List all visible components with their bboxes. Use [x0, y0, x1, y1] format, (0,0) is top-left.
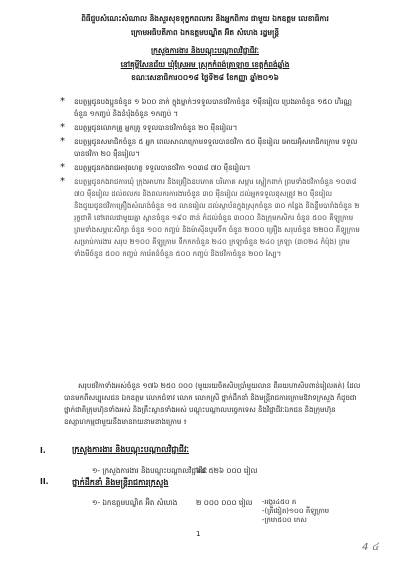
section-2-number: II. — [40, 477, 49, 486]
bullet-item — [60, 96, 360, 120]
asterisk-icon: * — [60, 122, 65, 133]
section-1-item-amount: ៦៨ ៥២៦ ០០០ រៀល — [196, 466, 258, 475]
bullet-text: ឧបត្ថម្ភជូនសមាជិកចំនួន ៥ អ្នក ពេលសាលាក្រោមទទួលបានថវិកា ៥០ ម៉ឺនរៀល អោយអ៊ុំសមាជិកក្រោម ទទួលបានថវិកា ២០ ម៉ឺនរៀល។ — [74, 138, 358, 158]
bullet-item — [60, 162, 360, 174]
asterisk-icon: * — [60, 162, 65, 173]
bullet-item — [60, 136, 360, 160]
section-1-item-label: ១- ក្រសួងការងារ និងបណ្តុះបណ្តាលវិជ្ជាជីវៈ — [92, 466, 208, 475]
header-line-5: ខណៈសេនាធិការ០០១៨ ថ្ងៃទី២៨ ខែកញ្ញា ឆ្នាំ២០១៦ — [131, 73, 279, 82]
asterisk-icon: * — [60, 176, 65, 187]
bullet-item — [60, 176, 360, 260]
section-1-number: I. — [40, 446, 46, 455]
header-line-4: នៅគុម្ពីសែនជ័យ ឃុំស្រែអម ស្រុកកំពង់ត្រាឡាច ខេត្តកំពង់ឆ្នាំង — [120, 60, 290, 69]
margin-handwritten-mark: 4 ៤ — [362, 542, 379, 553]
header-line-3: ក្រសួងការងារ និងបណ្តុះបណ្តាលវិជ្ជាជីវៈ — [150, 46, 260, 55]
bullet-text: ឧបត្ថម្ភជូនកងរាជអាវុធហត្ថ ទទួលបានថវិកា ១០៣៨ ៧០ ម៉ឺនរៀល។ — [74, 164, 251, 172]
section-2-title: ថ្នាក់ដឹកនាំ និងមន្ត្រីរាជការក្រសួង — [72, 478, 169, 487]
note-line: -ក្រមា៥០០ កេស — [262, 516, 307, 524]
summary-paragraph: សរុបថវិកាទាំងអស់ចំនួន ១៧៦ ២៥០ ០០០ (មួយរយចិតសិបប្រាំមួយលាន ពីររយហាសិបពាន់រៀលគត់) ដែលបានមកពីសប្បុរសជន ឯកឧត្តម លោកជំទាវ លោក លោកស្រី ថ្នាក់ដឹកនាំ និងមន្ត្រីរាជការក្រោមឱវាទក្រសួង ក៏ដូចជាថ្នាក់ជាតិក្រុមហ៊ុនទាំងអស់ និងគ្រឹះស្ថានទាំងអស់ បណ្តុះបណ្តាលបច្ចេកទេស និងវិជ្ជាជីវៈឯកជន និងក្រុមហ៊ុនឧស្សាហកម្មជាមួយនឹងមានរាយនាមខាងក្រោម ៖ — [64, 382, 361, 426]
page-number: 1 — [196, 530, 201, 538]
bullet-text: ឧបត្ថម្ភជូនកងរាជការឃុំ ក្រុងអាហារ និងគ្រឿងឧបភោគ បរិភោគ សម្ភារ ស្លៀកពាក់ ព្រមទាំងថវិកាចំនួន ១០៣៨ ៧០ ម៉ឺនរៀល ដល់ពលករ និងពលករការងារចំនួន ៣០ ម៉ឺនរៀល ដល់អ្នកទទួលខុសត្រូវ ២០ ម៉ឺនរៀល និងជួយជូនថវិកាគ្រឿងសំណង់ចំនួន ១៥ លានរៀល ដល់ស្ថាប័នក្នុងស្រុកចំនួន ៣០ កន្លែង និងខ្ទឹមបារាំងចំនួន ២ រុក្ខជាតិ នៅពេលជាមួយគ្នា ស្ពានចំនួន ១៩០ ពាន់ កំដល់ចំនួន ៣០០០ និងក្រុមកសិករ ចំនួន ៥០០ គីឡូក្រាម ព្រមទាំងសម្ភារៈសិក្សា ចំនួន ១០០ កញ្ចប់ និងម៉ាស៊ីនបូមទឹក ចំនួន ២០០០ គ្រឿង សរុបចំនួន ២២០០ គីឡូក្រាម សម្រាប់ការងារ សរុប ២១០០ គីឡូក្រាម ទឹកកកចំនួន ២៤០ ក្រឡាចំនួន ២៤០ ក្រឡា (៣០២៤ កំប៉ុង) ព្រមទាំងមីចំនួន ៥០០ កញ្ចប់ ការ៉េតនំចំនួន ៥០០ កញ្ចប់ និងថវិកាចំនួន ២០០ ស្បៃ។ — [74, 178, 360, 258]
header-line-2: ក្រោមអធិបតីភាព ឯកឧត្តមបណ្ឌិត អ៊ិត សំហេង រដ្ឋមន្ត្រី — [130, 28, 280, 37]
note-line: -អង្ករ៤៥០ គ — [262, 498, 297, 506]
bullet-text: ឧបត្ថម្ភជូនបងប្អូនចំនួន ១ ៦០០ នាក់ ក្នុងម្នាក់ៗទទួលបានថវិកាចំនួន ១ម៉ឺនរៀល ប្រេងឆាចំនួន ១៥០ ហិរណ្ណចំនួន ១កញ្ចប់ និងនំបុ័ងចំនួន ១កញ្ចប់ ។ — [74, 98, 352, 118]
asterisk-icon: * — [60, 96, 65, 107]
asterisk-icon: * — [60, 136, 65, 147]
section-2-item-label: ១- ឯកឧត្តមបណ្ឌិត អ៊ិត សំហេង — [92, 498, 178, 507]
section-2-item-notes — [262, 498, 329, 525]
bullet-item — [60, 122, 360, 134]
note-line: -(ត្រីងៀត)១០០ គីឡូក្រាម — [262, 507, 330, 515]
bullet-text: ឧបត្ថម្ភជូនលោកគ្រូ អ្នកគ្រូ ទទួលបានថវិកាចំនួន ២០ ម៉ឺនរៀល។ — [74, 124, 238, 132]
header-line-1: ពិធីជួបសំណេះសំណាល និងសួរសុខទុក្ខកពលករ និងអ្នកពិការ ជាមួយ ឯកឧត្តម លេខាធិការ — [81, 14, 329, 23]
section-1-title: ក្រសួងការងារ និងបណ្តុះបណ្តាលវិជ្ជាជីវៈ — [72, 445, 189, 454]
bullet-list — [60, 96, 360, 262]
section-2-item-amount: ២ ០០០ ០០០ រៀល — [196, 498, 253, 507]
